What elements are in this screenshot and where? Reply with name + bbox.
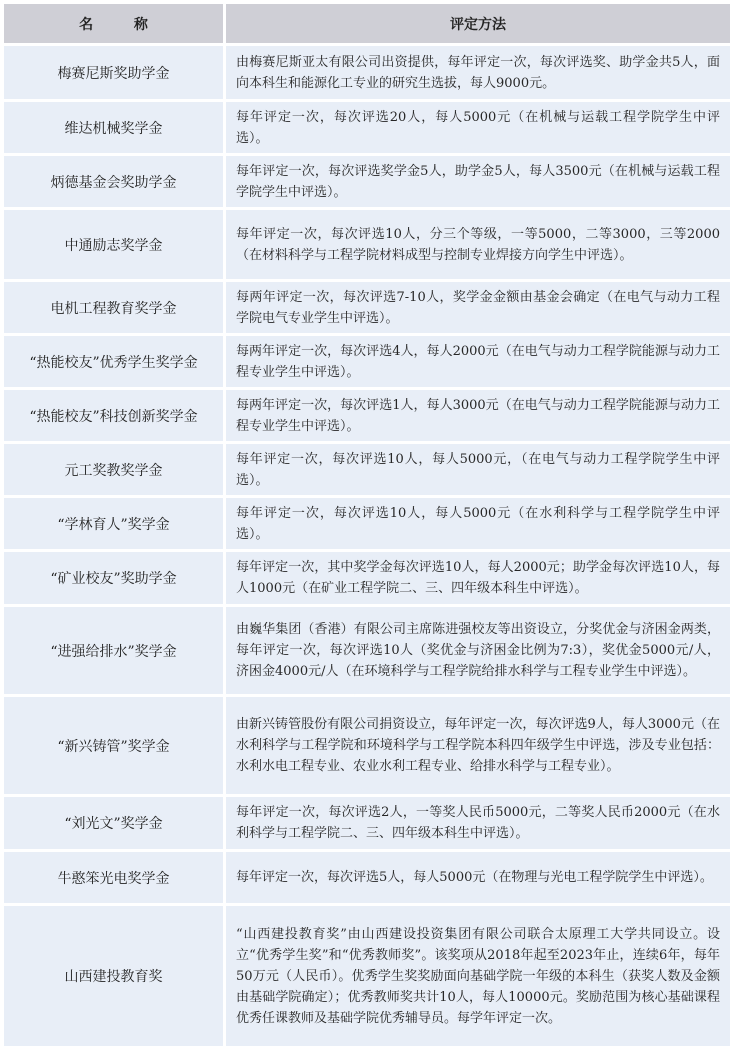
- table-row: [4, 102, 730, 156]
- scholarship-method: 由梅赛尼斯亚太有限公司出资提供，每年评定一次，每次评选奖、助学金共5人，面向本科生和能源化工专业的研究生选拔，每人9000元。: [226, 46, 730, 102]
- scholarship-method: 每年评定一次，其中奖学金每次评选10人，每人2000元；助学金每次评选10人，每人1000元（在矿业工程学院二、三、四年级本科生中评选）。: [226, 552, 730, 607]
- scholarship-name: “热能校友”优秀学生奖学金: [4, 336, 226, 390]
- table-row: [4, 156, 730, 210]
- scholarship-name: “新兴铸管”奖学金: [4, 697, 226, 797]
- scholarship-table: [4, 4, 730, 1049]
- scholarship-name: “热能校友”科技创新奖学金: [4, 390, 226, 444]
- table-row: [4, 697, 730, 797]
- scholarship-name: 电机工程教育奖学金: [4, 282, 226, 336]
- table-header-row: [4, 4, 730, 46]
- scholarship-name: 山西建投教育奖: [4, 906, 226, 1049]
- scholarship-method: 每年评定一次，每次评选10人，每人5000元，（在电气与动力工程学院学生中评选）。: [226, 444, 730, 498]
- table-row: [4, 498, 730, 552]
- column-header-method: 评定方法: [226, 4, 730, 46]
- table-row: [4, 607, 730, 697]
- scholarship-method: 由巍华集团（香港）有限公司主席陈进强校友等出资设立，分奖优金与济困金两类，每年评定一次，每次评选10人（奖优金与济困金比例为7:3），奖优金5000元/人，济困金4000元/人（在环境科学与工程学院给排水科学与工程专业学生中评选）。: [226, 607, 730, 697]
- scholarship-name: 炳德基金会奖助学金: [4, 156, 226, 210]
- table-row: [4, 282, 730, 336]
- scholarship-name: “进强给排水”奖学金: [4, 607, 226, 697]
- scholarship-method: 每年评定一次，每次评选2人，一等奖人民币5000元，二等奖人民币2000元（在水利科学与工程学院二、三、四年级本科生中评选）。: [226, 797, 730, 852]
- scholarship-name: 维达机械奖学金: [4, 102, 226, 156]
- scholarship-name: 元工奖教奖学金: [4, 444, 226, 498]
- scholarship-method: 每两年评定一次，每次评选1人，每人3000元（在电气与动力工程学院能源与动力工程专业学生中评选）。: [226, 390, 730, 444]
- scholarship-name: 牛憨笨光电奖学金: [4, 852, 226, 906]
- table-row: [4, 210, 730, 282]
- scholarship-method: 由新兴铸管股份有限公司捐资设立，每年评定一次，每次评选9人，每人3000元（在水利科学与工程学院和环境科学与工程学院本科四年级学生中评选，涉及专业包括：水利水电工程专业、农业水利工程专业、给排水科学与工程专业）。: [226, 697, 730, 797]
- scholarship-method: 每两年评定一次，每次评选4人，每人2000元（在电气与动力工程学院能源与动力工程专业学生中评选）。: [226, 336, 730, 390]
- table-row: [4, 797, 730, 852]
- table-row: [4, 390, 730, 444]
- scholarship-method: “山西建投教育奖”由山西建设投资集团有限公司联合太原理工大学共同设立。设立“优秀学生奖”和“优秀教师奖”。该奖项从2018年起至2023年止，连续6年，每年50万元（人民币）。优秀学生奖奖励面向基础学院一年级的本科生（获奖人数及金额由基础学院确定）；优秀教师奖共计10人，每人10000元。奖励范围为核心基础课程优秀任课教师及基础学院优秀辅导员。每学年评定一次。: [226, 906, 730, 1049]
- scholarship-method: 每年评定一次，每次评选10人，每人5000元（在水利科学与工程学院学生中评选）。: [226, 498, 730, 552]
- scholarship-name: “学林育人”奖学金: [4, 498, 226, 552]
- scholarship-method: 每两年评定一次，每次评选7-10人，奖学金金额由基金会确定（在电气与动力工程学院电气专业学生中评选）。: [226, 282, 730, 336]
- column-header-name: 名 称: [4, 4, 226, 46]
- table-row: [4, 552, 730, 607]
- table-row: [4, 336, 730, 390]
- scholarship-name: “刘光文”奖学金: [4, 797, 226, 852]
- scholarship-name: 梅赛尼斯奖助学金: [4, 46, 226, 102]
- scholarship-name: “矿业校友”奖助学金: [4, 552, 226, 607]
- table-row: [4, 852, 730, 906]
- scholarship-method: 每年评定一次，每次评选10人，分三个等级，一等5000，二等3000，三等2000（在材料科学与工程学院材料成型与控制专业焊接方向学生中评选）。: [226, 210, 730, 282]
- table-row: [4, 444, 730, 498]
- scholarship-method: 每年评定一次，每次评选20人，每人5000元（在机械与运载工程学院学生中评选）。: [226, 102, 730, 156]
- scholarship-method: 每年评定一次，每次评选奖学金5人，助学金5人，每人3500元（在机械与运载工程学院学生中评选）。: [226, 156, 730, 210]
- table-row: [4, 906, 730, 1049]
- scholarship-name: 中通励志奖学金: [4, 210, 226, 282]
- table-row: [4, 46, 730, 102]
- scholarship-method: 每年评定一次，每次评选5人，每人5000元（在物理与光电工程学院学生中评选）。: [226, 852, 730, 906]
